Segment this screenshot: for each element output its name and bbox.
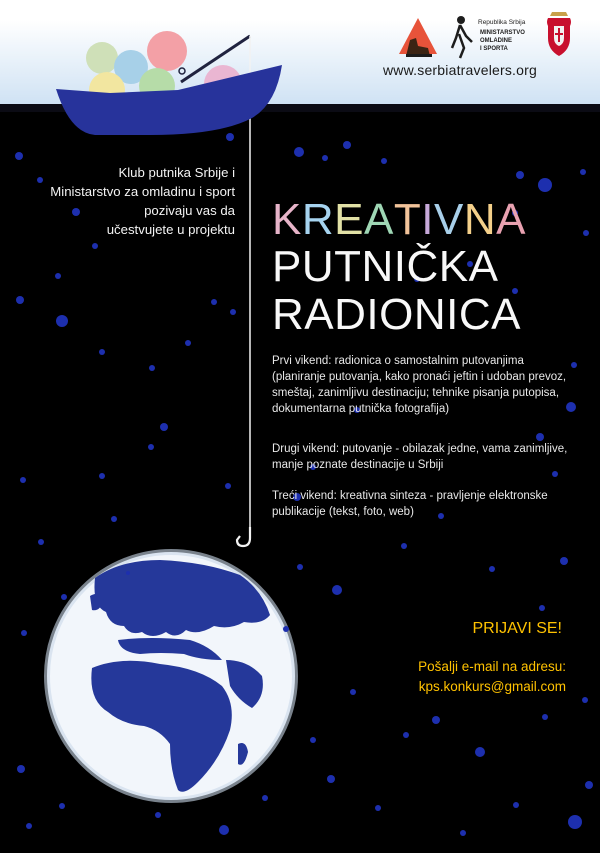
ministry-logo xyxy=(450,12,536,60)
title-letter: A xyxy=(496,195,526,244)
invitation-text xyxy=(50,163,235,239)
rod-reel xyxy=(179,68,185,74)
balloon-green xyxy=(86,42,118,74)
title-line-kreativna xyxy=(272,197,592,243)
invitation-line-1: Klub putnika Srbije i xyxy=(118,165,235,180)
ministry-logo-line3: OMLADINE xyxy=(480,38,512,44)
title-line-radionica: RADIONICA xyxy=(272,290,521,339)
invitation-line-2: Ministarstvo za omladinu i sport xyxy=(50,184,235,199)
fishing-hook xyxy=(237,527,250,546)
poster-title xyxy=(272,197,592,339)
program-first-weekend: Prvi vikend: radionica o samostalnim putovanjima (planiranje putovanja, kako pronaći jeftin i udoban prevoz, smeštaj, zanimljivu destinaciju; tehnike pisanja putopisa, dokumentarna putnička fotografija) xyxy=(272,355,567,415)
ministry-logo-line1: Republika Srbija xyxy=(478,19,526,26)
title-letter: K xyxy=(272,195,302,244)
serbia-coat-of-arms-icon xyxy=(542,8,576,58)
apply-call-to-action: PRIJAVI SE! xyxy=(472,620,562,637)
website-url[interactable]: www.serbiatravelers.org xyxy=(383,62,537,78)
title-letter: N xyxy=(463,195,497,244)
title-letter: R xyxy=(301,195,335,244)
title-line-putnicka: PUTNIČKA xyxy=(272,242,499,291)
title-letter: T xyxy=(393,195,422,244)
balloon-pink xyxy=(147,31,187,71)
globe xyxy=(47,552,295,800)
ministry-logo-line2: MINISTARSTVO xyxy=(480,30,525,36)
program-third-weekend: Treći vikend: kreativna sinteza - pravljenje elektronske publikacije (tekst, foto, web) xyxy=(272,490,548,518)
ministry-logo-line4: I SPORTA xyxy=(480,46,508,52)
contact-email-link[interactable]: kps.konkurs@gmail.com xyxy=(418,679,566,694)
title-letter: V xyxy=(433,195,464,244)
title-letter: E xyxy=(334,195,364,244)
title-letter: A xyxy=(364,195,394,244)
title-letter: I xyxy=(421,195,434,244)
invitation-line-3: pozivaju vas da xyxy=(144,203,235,218)
email-label: Pošalji e-mail na adresu: xyxy=(418,659,566,674)
program-second-weekend: Drugi vikend: putovanje - obilazak jedne, vama zanimljive, manje poznate destinacije u Srbiji xyxy=(272,443,568,471)
invitation-line-4: učestvujete u projektu xyxy=(106,222,235,237)
club-logo xyxy=(398,16,438,58)
logo-strip xyxy=(392,8,578,60)
